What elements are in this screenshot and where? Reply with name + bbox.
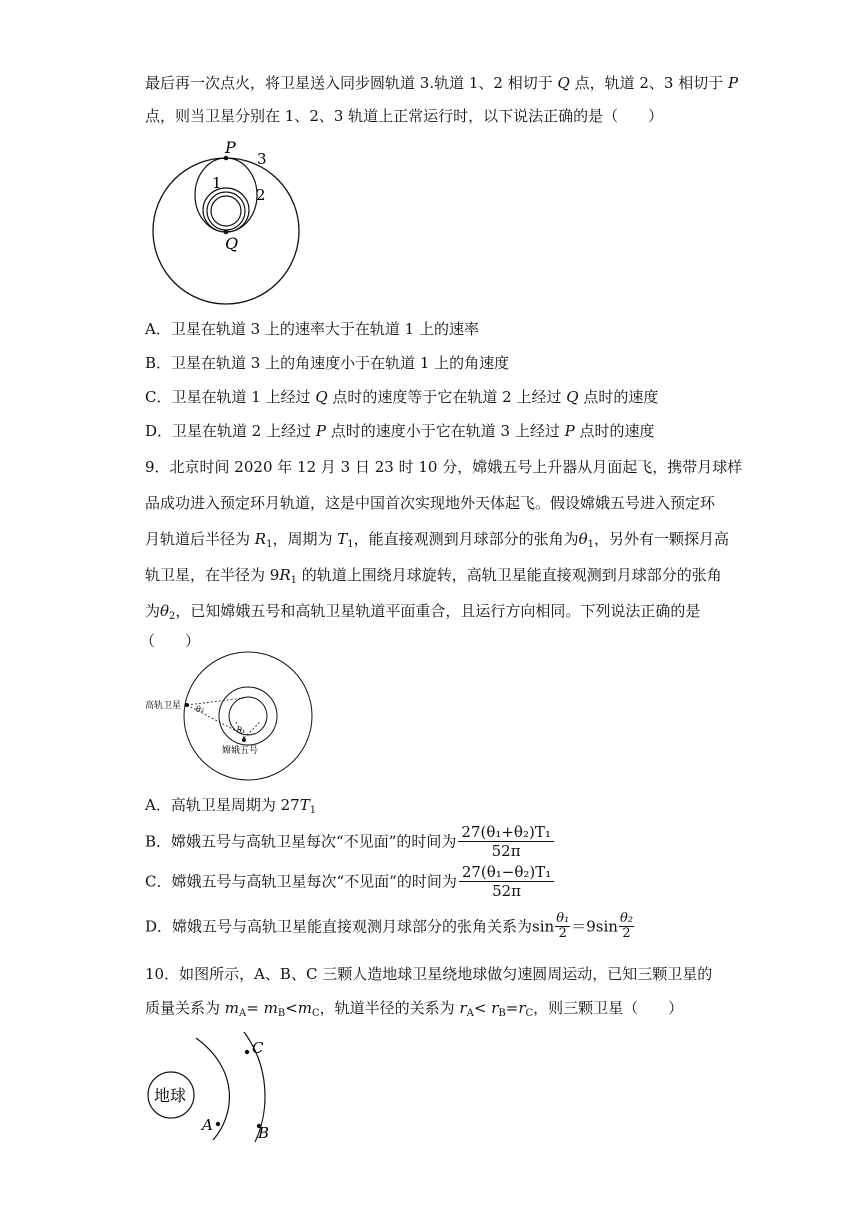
q10-orbit-figure — [140, 1030, 300, 1145]
q9-c-fraction: $\frac{\text{27(θ₁−θ₂)T₁}}{52\pi}$ — [459, 863, 554, 900]
q10-line-2: 质量关系为 $m_A= m_B<m_C$，轨道半径的关系为 $r_A< r_B=r_C$，则三颗卫星（ ） — [145, 999, 684, 1019]
q9-line-3: 月轨道后半径为 $R_1$，周期为 $T_1$，能直接观测到月球部分的张角为$\theta_1$，另外有一颗探月高 — [145, 530, 730, 550]
q9-line-1: 9．北京时间 2020 年 12 月 3 日 23 时 10 分，嫦娥五号上升器从月面起飞，携带月球样 — [145, 458, 743, 476]
earth-label: 地球 — [154, 1086, 187, 1105]
q10-label-B: B — [258, 1124, 270, 1142]
q8-label-P: P — [225, 138, 236, 157]
q10-line-1: 10．如图所示，A、B、C 三颗人造地球卫星绕地球做匀速圆周运动，已知三颗卫星的 — [145, 965, 713, 983]
q8-option-b: B．卫星在轨道 3 上的角速度小于在轨道 1 上的角速度 — [145, 354, 510, 372]
q9-option-a: A．高轨卫星周期为 $27T_1$ — [145, 796, 317, 816]
q8-line-2: 点，则当卫星分别在 1、2、3 轨道上正常运行时，以下说法正确的是（ ） — [145, 107, 664, 125]
q9-label-high-orbit: 高轨卫星 — [145, 701, 182, 711]
q9-line-5: 为$\theta_2$，已知嫦娥五号和高轨卫星轨道平面重合，且运行方向相同。下列说法正确的是 — [145, 602, 701, 622]
q9-label-theta2: θ₂ — [196, 705, 205, 714]
q8-orbit-figure — [140, 136, 320, 316]
q8-line-1: 最后再一次点火，将卫星送入同步圆轨道 3.轨道 1、2 相切于 Q 点，轨道 2、3 相切于 P — [145, 74, 739, 92]
q9-line-2: 品成功进入预定环月轨道，这是中国首次实现地外天体起飞。假设嫦娥五号进入预定环 — [145, 494, 716, 512]
q9-orbit-figure — [140, 650, 340, 782]
q8-option-a: A．卫星在轨道 3 上的速率大于在轨道 1 上的速率 — [145, 320, 479, 338]
q9-b-fraction: $\frac{\text{27(θ₁+θ₂)T₁}}{52\pi}$ — [458, 823, 553, 860]
q9-line-4: 轨卫星，在半径为 $9R_1$ 的轨道上围绕月球旋转，高轨卫星能直接观测到月球部分的张角 — [145, 566, 722, 586]
q9-d-fraction-1: $\frac{\text{θ₁}}{2}$ — [556, 911, 570, 941]
q9-label-theta1: θ₁ — [237, 726, 246, 735]
q8-label-Q: Q — [225, 234, 239, 253]
q9-d-fraction-2: $\frac{\text{θ₂}}{2}$ — [619, 911, 633, 941]
q9-option-c: C．嫦娥五号与高轨卫星每次“不见面”的时间为 $\frac{\text{27(θ₁−θ₂)T₁}}{52\pi}$ — [145, 863, 556, 900]
q10-label-A: A — [202, 1116, 213, 1134]
q8-label-1: 1 — [212, 174, 222, 192]
q8-option-d: D．卫星在轨道 2 上经过 P 点时的速度小于它在轨道 3 上经过 P 点时的速度 — [145, 422, 655, 440]
q9-label-ce5: 嫦娥五号 — [222, 746, 259, 756]
q9-line-6: （ ） — [140, 632, 201, 650]
q10-label-C: C — [252, 1039, 264, 1057]
q9-option-b: B．嫦娥五号与高轨卫星每次“不见面”的时间为 $\frac{\text{27(θ₁+θ₂)T₁}}{52\pi}$ — [145, 823, 556, 860]
q8-label-3: 3 — [257, 150, 267, 168]
q8-option-c: C．卫星在轨道 1 上经过 Q 点时的速度等于它在轨道 2 上经过 Q 点时的速度 — [145, 388, 659, 406]
q9-option-d: D．嫦娥五号与高轨卫星能直接观测月球部分的张角关系为sin $\frac{\text{θ₁}}{2}$ ＝9sin $\frac{\text{θ₂}}{2}$ — [145, 911, 633, 941]
q8-label-2: 2 — [256, 186, 266, 204]
